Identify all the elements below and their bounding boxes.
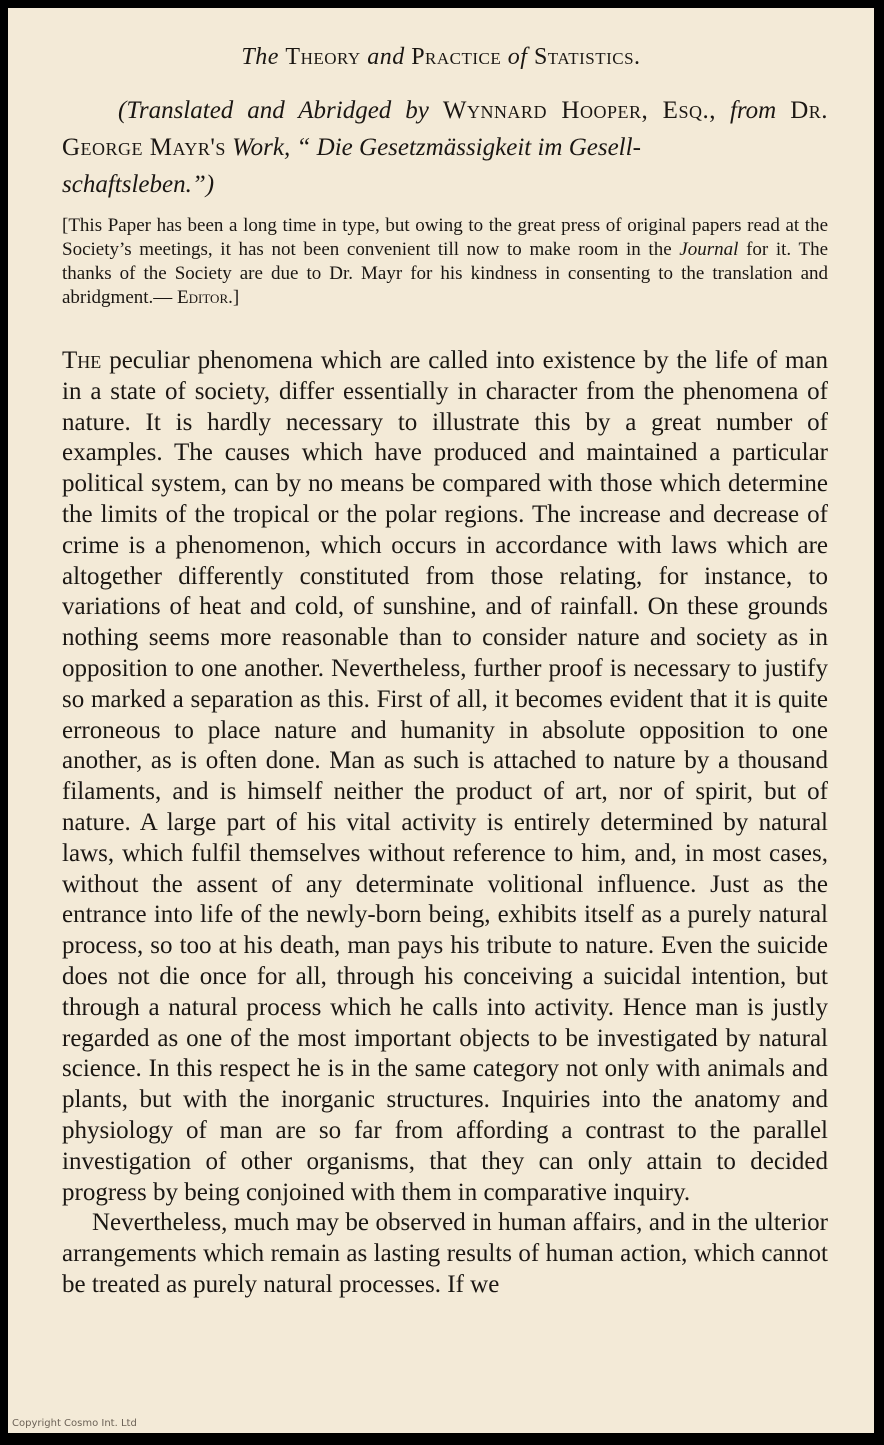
title-word-statistics: Statistics. bbox=[533, 44, 641, 70]
title-prefix: The bbox=[241, 44, 279, 70]
work-title: “ Die Gesetzmässigkeit im Gesell- bbox=[296, 134, 641, 161]
copyright-watermark: Copyright Cosmo Int. Ltd bbox=[12, 1418, 137, 1429]
page-title bbox=[8, 44, 874, 71]
title-word-practice: Practice bbox=[411, 44, 502, 70]
translator-name: Wynnard Hooper, Esq., bbox=[442, 97, 716, 124]
editor-note-close: ] bbox=[232, 287, 240, 308]
title-and: and bbox=[367, 44, 405, 70]
attribution-work: Work, bbox=[232, 134, 291, 161]
paragraph-2: Nevertheless, much may be observed in human affairs, and in the ulterior arrangements which remain as lasting results of human action, which cannot be treated as purely natural processes. If we bbox=[62, 1209, 828, 1298]
title-word-theory: Theory bbox=[285, 44, 361, 70]
editor-note bbox=[62, 214, 828, 310]
author-name: Dr. George Mayr's bbox=[62, 97, 829, 161]
attribution-open: (Translated and Abridged by bbox=[118, 97, 429, 124]
paragraph-1-text: peculiar phenomena which are called into existence by the life of man in a state of society, differ essentially in character from the phenomena of nature. It is hardly necessary to illustrate this by a great number of examples. The causes which have produced and maintained a particular political system, can by no means be compared with those which determine the limits of the tropical or the polar regions. The increase and decrease of crime is a phenomenon, which occurs in accordance with laws which are altogether differently constituted from those relating, for instance, to variations of heat and cold, of sunshine, and of rainfall. On these grounds nothing seems more reasonable than to consider nature and society as in opposition to one another. Nevertheless, further proof is necessary to justify so marked a separation as this. First of all, it becomes evident that it is quite erroneous to place nature and humanity in absolute opposition to one another, as is often done. Man as such is attached to nature by a thousand filaments, and is himself neither the product of art, nor of spirit, but of nature. A large part of his vital activity is entirely determined by natural laws, which fulfil themselves without reference to him, and, in most cases, without the assent of any determinate volitional influence. Just as the entrance into life of the newly-born being, exhibits itself as a purely natural process, so too at his death, man pays his tribute to nature. Even the suicide does not die once for all, through his conceiving a suicidal intention, but through a natural process which he calls into activity. Hence man is justly regarded as one of the most important objects to be investigated by natural science. In this respect he is in the same category not only with animals and plants, but with the inorganic structures. Inquiries into the anatomy and physiology of man are so far from affording a contrast to the parallel investigation of other organisms, that they can only attain to decided progress by being conjoined with them in comparative inquiry. bbox=[62, 347, 829, 1206]
editor-note-text-a: [This Paper has been a long time in type, but owing to the great press of original papers read at the Society’s meetings, it has not been convenient till now to make room in the bbox=[62, 215, 828, 260]
paragraph-1 bbox=[62, 346, 828, 1208]
article-body bbox=[62, 346, 828, 1301]
work-title-end: schaftsleben.”) bbox=[62, 171, 215, 198]
paragraph-1-lead: The bbox=[62, 347, 102, 374]
translation-attribution bbox=[62, 92, 828, 203]
attribution-from: from bbox=[729, 97, 777, 124]
title-of: of bbox=[507, 44, 528, 70]
editor-signoff: Editor. bbox=[177, 287, 233, 308]
scanned-page bbox=[8, 8, 874, 1433]
editor-note-text-b: for it. The thanks of the Society are due to Dr. Mayr for his kindness in consenting to the translation and abridgment.— bbox=[62, 239, 829, 308]
editor-note-journal: Journal bbox=[679, 239, 739, 260]
